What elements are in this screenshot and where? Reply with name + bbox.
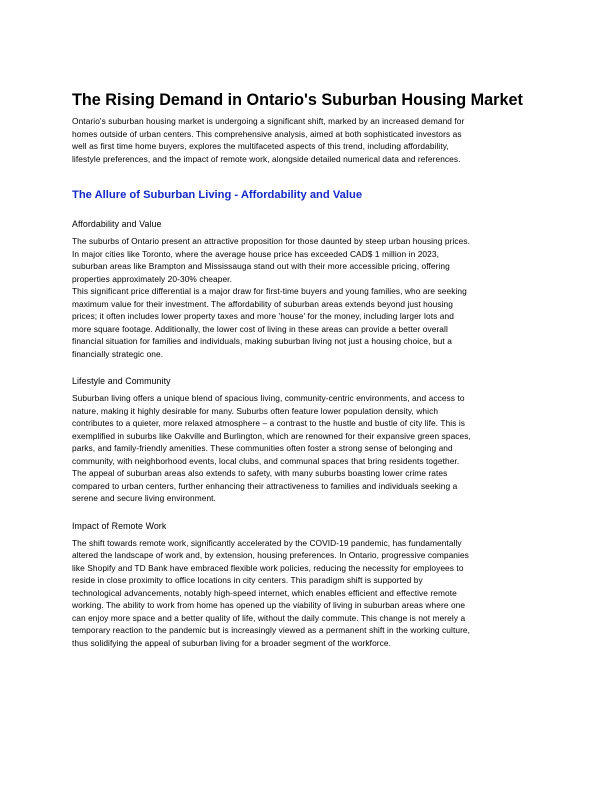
text-line: contributes to a quieter, more relaxed atmosphere – a contrast to the hustle and bustle of city life. This is: [72, 418, 466, 428]
text-line: This significant price differential is a major draw for first-time buyers and young families, who are seeking: [72, 286, 467, 296]
text-line: prices; it often includes lower property taxes and more 'house' for the money, including larger lots and: [72, 311, 454, 321]
text-line: financially strategic one.: [72, 348, 164, 359]
document-page: [72, 90, 542, 649]
text-line: The shift towards remote work, significantly accelerated by the COVID-19 pandemic, has fundamentally: [72, 537, 462, 548]
subsection-heading-affordability: Affordability and Value: [72, 219, 162, 229]
text-line: In major cities like Toronto, where the average house price has exceeded CAD$ 1 million in 2023,: [72, 248, 439, 259]
text-line: lifestyle preferences, and the impact of remote work, alongside detailed numerical data and references.: [72, 153, 461, 164]
paragraph: [72, 537, 542, 650]
text-line: Suburban living offers a unique blend of spacious living, community-centric environments, and access to: [72, 393, 465, 403]
text-line: can enjoy more space and a better quality of life, without the daily commute. This change is not merely a: [72, 612, 466, 623]
document-title: The Rising Demand in Ontario's Suburban Housing Market: [72, 91, 523, 109]
text-line: suburban areas like Brampton and Mississauga stand out with their more accessible pricing, offering: [72, 261, 450, 271]
text-line: more square footage. Additionally, the lower cost of living in these areas can provide a better overall: [72, 323, 448, 334]
text-line: community, with neighborhood events, local clubs, and communal spaces that bring residents together.: [72, 455, 460, 466]
paragraph: [72, 235, 542, 285]
text-line: like Shopify and TD Bank have embraced flexible work policies, reducing the necessity for employees to: [72, 562, 464, 573]
paragraph: [72, 285, 542, 360]
text-line: maximum value for their investment. The affordability of suburban areas extends beyond just housing: [72, 298, 453, 309]
text-line: The suburbs of Ontario present an attractive proposition for those daunted by steep urban housing prices.: [72, 236, 471, 246]
section-heading: The Allure of Suburban Living - Affordability and Value: [72, 189, 363, 201]
text-line: temporary reaction to the pandemic but is increasingly viewed as a permanent shift in the working culture,: [72, 625, 471, 635]
text-line: altered the landscape of work and, by extension, housing preferences. In Ontario, progressive companies: [72, 550, 469, 560]
text-line: exemplified in suburbs like Oakville and Burlington, which are renowned for their expansive green spaces,: [72, 430, 471, 441]
text-line: nature, making it highly desirable for many. Suburbs often feature lower population density, which: [72, 405, 439, 416]
text-line: homes outside of urban centers. This comprehensive analysis, aimed at both sophisticated investors as: [72, 128, 462, 139]
text-line: working. The ability to work from home has opened up the viability of living in suburban areas where one: [72, 600, 466, 610]
text-line: technological advancements, notably high-speed internet, which enables efficient and effective remote: [72, 587, 457, 598]
text-line: serene and secure living environment.: [72, 493, 216, 503]
text-line: Ontario's suburban housing market is undergoing a significant shift, marked by an increased demand for: [72, 116, 465, 126]
text-line: thus solidifying the appeal of suburban living for a broader segment of the workforce.: [72, 637, 392, 648]
subsection-heading-remote-work: Impact of Remote Work: [72, 520, 167, 531]
subsection-heading-lifestyle: Lifestyle and Community: [72, 376, 171, 386]
text-line: properties approximately 20-30% cheaper.: [72, 273, 232, 284]
paragraph: [72, 392, 542, 505]
text-line: parks, and family-friendly amenities. These communities often foster a strong sense of belonging and: [72, 443, 453, 453]
intro-paragraph: [72, 115, 542, 165]
text-line: well as first time home buyers, explores the multifaceted aspects of this trend, including affordability,: [72, 141, 449, 151]
text-line: compared to urban centers, further enhancing their attractiveness to families and individuals seeking a: [72, 480, 458, 491]
text-line: The appeal of suburban areas also extends to safety, with many suburbs boasting lower crime rates: [72, 468, 448, 478]
text-line: reside in close proximity to office locations in city centers. This paradigm shift is supported by: [72, 575, 423, 585]
text-line: financial situation for families and individuals, making suburban living not just a housing choice, but a: [72, 336, 452, 346]
